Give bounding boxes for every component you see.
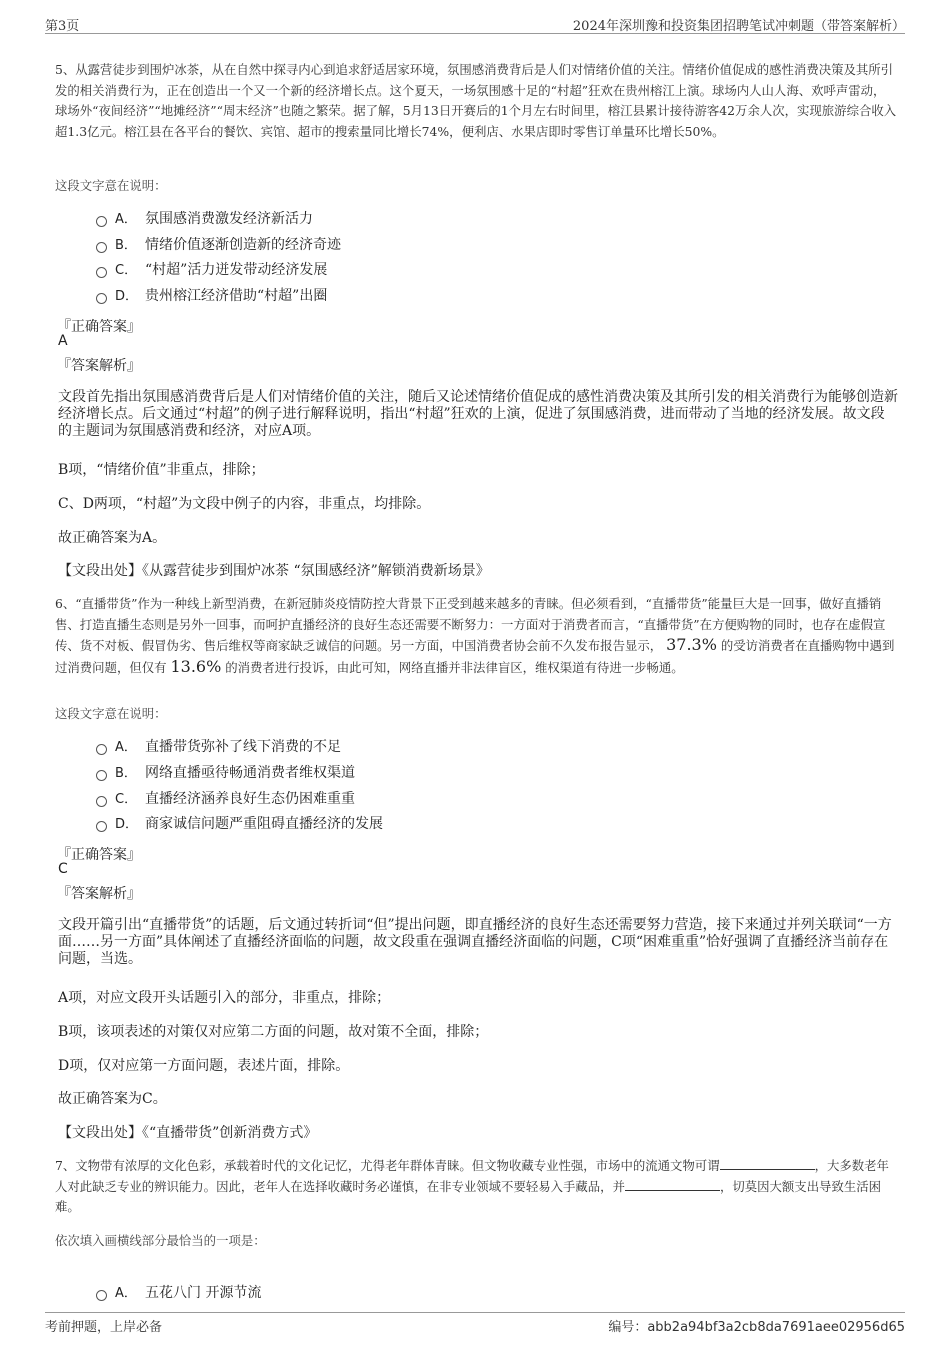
question-6-text: 6、“直播带货”作为一种线上新型消费，在新冠肺炎疫情防控大背景下正受到越来越多的青睐。但必须看到，“直播带货”能量巨大是一回事，做好直播销售、打造直播生态则是另外一回事，而呵护直播经济的良好生态还需要不断努力：一方面对于消费者而言，“直播带货”在方便购物的同时，也存在虚假宣传、货不对板、假冒伪劣、售后维权等商家缺乏诚信的问题。另一方面，中国消费者协会前不久发布报告显示， 37.3% 的受访消费者在直播购物中遇到过消费问题，但仅有 13.6% 的消费者进行投诉，由此可知，网络直播并非法律盲区，维权渠道有待进一步畅通。	[55, 596, 895, 676]
radio-icon[interactable]	[96, 770, 107, 781]
page-footer	[45, 1312, 905, 1333]
q6-answer: C	[58, 861, 68, 877]
radio-icon[interactable]	[96, 796, 107, 807]
radio-icon[interactable]	[96, 821, 107, 832]
q6-option-b[interactable]: B． 网络直播亟待畅通消费者维权渠道	[96, 762, 355, 784]
q5-source: 【文段出处】《从露营徒步到围炉冰茶 “氛围感经济”解锁消费新场景》	[58, 563, 490, 579]
q6-conclusion: 故正确答案为C。	[58, 1091, 167, 1107]
q5-analysis-label: 『答案解析』	[57, 358, 141, 374]
radio-icon[interactable]	[96, 242, 107, 253]
q5-analysis: 文段首先指出氛围感消费背后是人们对情绪价值的关注，随后又论述情绪价值促成的感性消费决策及其所引发的相关消费行为能够创造新经济增长点。后文通过“村超”的例子进行解释说明，指出“村超”狂欢的上演，促进了氛围感消费，进而带动了当地的经济发展。故文段的主题词为氛围感消费和经济，对应A项。	[58, 389, 898, 440]
radio-icon[interactable]	[96, 267, 107, 278]
radio-icon[interactable]	[96, 744, 107, 755]
q5-b-explanation: B项，“情绪价值”非重点，排除；	[58, 462, 265, 478]
percent-value: 37.3%	[666, 635, 717, 655]
document-title: 2024年深圳豫和投资集团招聘笔试冲刺题（带答案解析）	[572, 19, 905, 34]
q5-cd-explanation: C、D两项，“村超”为文段中例子的内容，非重点，均排除。	[58, 496, 431, 512]
q6-answer-label: 『正确答案』	[57, 847, 141, 863]
question-7-prompt: 依次填入画横线部分最恰当的一项是：	[55, 1233, 266, 1248]
footer-slogan: 考前押题，上岸必备	[45, 1320, 163, 1335]
q5-option-b[interactable]: B． 情绪价值逐渐创造新的经济奇迹	[96, 234, 341, 256]
q6-analysis: 文段开篇引出“直播带货”的话题，后文通过转折词“但”提出问题，即直播经济的良好生态还需要努力营造，接下来通过并列关联词“一方面……另一方面”具体阐述了直播经济面临的问题，故文段重在强调直播经济面临的问题，C项“困难重重”恰好强调了直播经济当前存在问题，当选。	[58, 917, 892, 968]
fill-blank	[625, 1178, 720, 1191]
q5-option-d[interactable]: D． 贵州榕江经济借助“村超”出圈	[96, 285, 327, 307]
fill-blank	[720, 1157, 815, 1170]
question-5-text: 5、从露营徒步到围炉冰茶，从在自然中探寻内心到追求舒适居家环境，氛围感消费背后是人们对情绪价值的关注。情绪价值促成的感性消费决策及其所引发的相关消费行为，正在创造出一个又一个新的经济增长点。这个夏天，一场氛围感十足的“村超”狂欢在贵州榕江上演。球场内人山人海、欢呼声雷动，球场外“夜间经济”“地摊经济”“周末经济”也随之繁荣。据了解，5月13日开赛后的1个月左右时间里，榕江县累计接待游客42万余人次，实现旅游综合收入超1.3亿元。榕江县在各平台的餐饮、宾馆、超市的搜索量同比增长74%，便利店、水果店即时零售订单量环比增长50%。	[55, 62, 897, 139]
q6-source: 【文段出处】《“直播带货”创新消费方式》	[58, 1125, 318, 1141]
q5-option-a[interactable]: A． 氛围感消费激发经济新活力	[96, 208, 313, 230]
percent-value: 13.6%	[170, 656, 222, 676]
q5-answer: A	[58, 333, 68, 349]
question-6-prompt: 这段文字意在说明：	[55, 706, 167, 721]
radio-icon[interactable]	[96, 216, 107, 227]
q6-option-a[interactable]: A． 直播带货弥补了线下消费的不足	[96, 736, 341, 758]
q5-option-c[interactable]: C． “村超”活力迸发带动经济发展	[96, 259, 327, 281]
radio-icon[interactable]	[96, 293, 107, 304]
page-header	[45, 13, 905, 34]
question-7-text: 7、文物带有浓厚的文化色彩，承载着时代的文化记忆，尤得老年群体青睐。但文物收藏专业性强，市场中的流通文物可谓 ，大多数老年人对此缺乏专业的辨识能力。因此，老年人在选择收藏时务必谨慎，在非专业领域不要轻易入手藏品，并 ，切莫因大额支出导致生活困难。	[55, 1158, 889, 1215]
q6-a-explanation: A项，对应文段开头话题引入的部分，非重点，排除；	[58, 990, 391, 1006]
radio-icon[interactable]	[96, 1290, 107, 1301]
q5-answer-label: 『正确答案』	[57, 319, 141, 335]
q6-analysis-label: 『答案解析』	[57, 886, 141, 902]
q7-option-a[interactable]: A． 五花八门 开源节流	[96, 1282, 261, 1304]
document-id: 编号：abb2a94bf3a2cb8da7691aee02956d65	[608, 1320, 905, 1335]
q6-option-d[interactable]: D． 商家诚信问题严重阻碍直播经济的发展	[96, 813, 383, 835]
q6-option-c[interactable]: C． 直播经济涵养良好生态仍困难重重	[96, 788, 355, 810]
question-5-prompt: 这段文字意在说明：	[55, 178, 167, 193]
q5-conclusion: 故正确答案为A。	[58, 530, 167, 546]
page-number: 第3页	[45, 19, 80, 34]
q6-b-explanation: B项，该项表述的对策仅对应第二方面的问题，故对策不全面，排除；	[58, 1024, 489, 1040]
q6-d-explanation: D项，仅对应第一方面问题，表述片面，排除。	[58, 1058, 350, 1074]
